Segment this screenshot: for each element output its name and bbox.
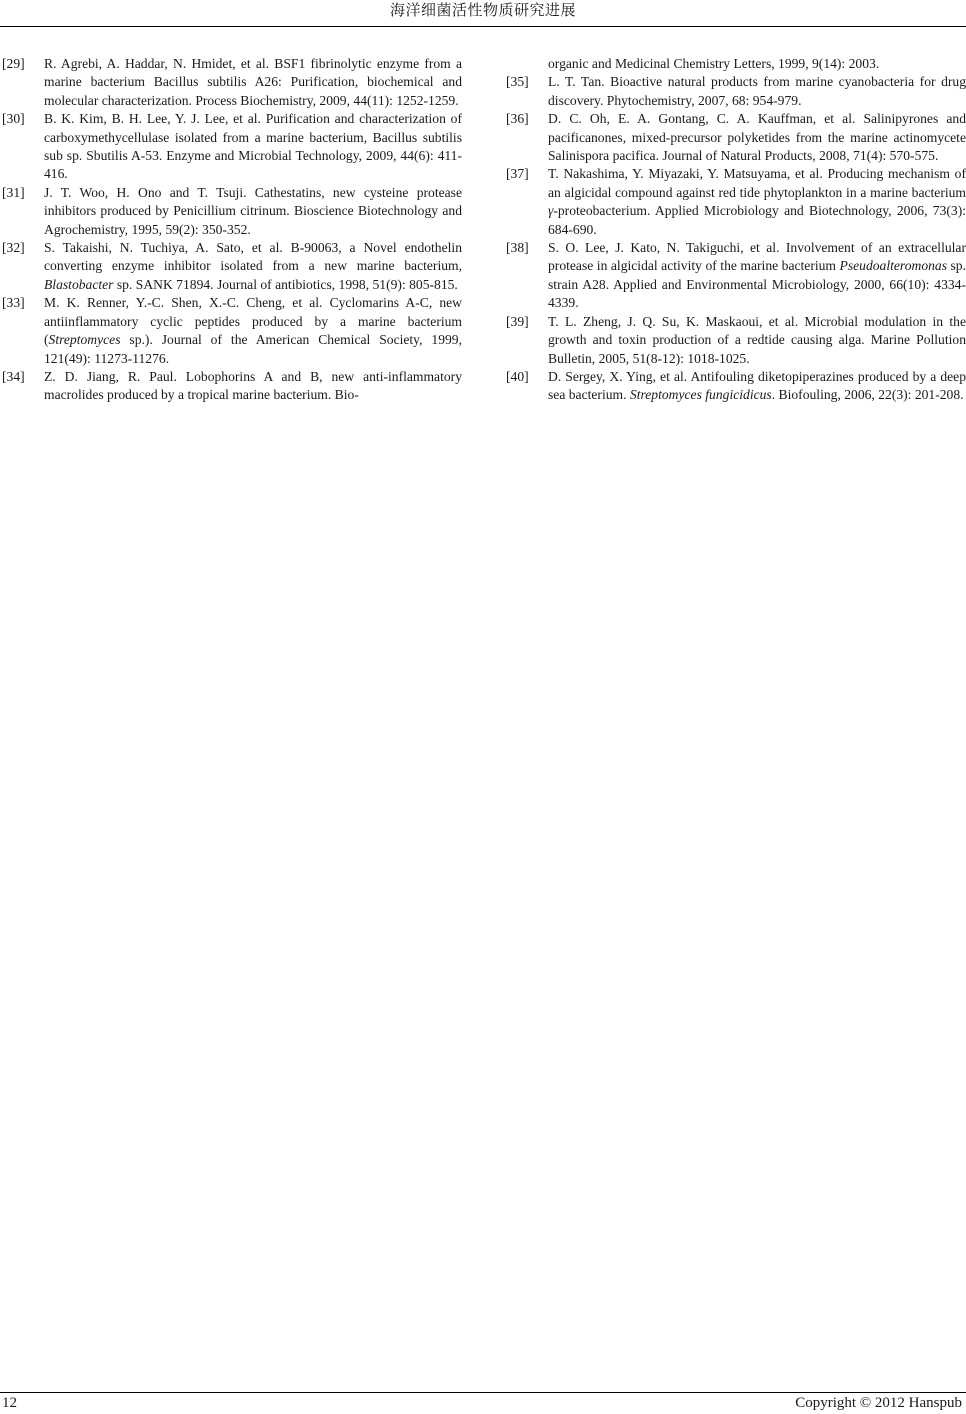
reference-italic: Pseudoalteromonas xyxy=(839,258,947,274)
reference-text xyxy=(44,239,462,294)
reference-number: [36] xyxy=(506,111,529,127)
page-number: 12 xyxy=(2,1395,17,1411)
reference-39 xyxy=(506,313,966,368)
reference-text-part: S. O. Lee, J. Kato, N. Takiguchi, et al. Involvement of an extracellular protease in algicidal activity of the marine bacterium xyxy=(548,240,966,274)
reference-number: [40] xyxy=(506,368,529,384)
reference-text: J. T. Woo, H. Ono and T. Tsuji. Cathestatins, new cysteine protease inhibitors produced by Penicillium citrinum. Bioscience Biotechnology and Agrochemistry, 1995, 59(2): 350-352. xyxy=(44,184,462,237)
reference-text: B. K. Kim, B. H. Lee, Y. J. Lee, et al. Purification and characterization of carboxymethycellulase isolated from a marine bacterium, Bacillus subtilis sub sp. Sbutilis A-53. Enzyme and Microbial Technology, 2009, 44(6): 411-416. xyxy=(44,111,462,182)
reference-number: [33] xyxy=(2,295,25,311)
reference-text-part: sp.). Journal of the American Chemical Society, 1999, 121(49): 11273-11276. xyxy=(44,332,462,366)
reference-italic: Streptomyces fungicidicus xyxy=(629,387,772,403)
reference-number: [34] xyxy=(2,368,25,384)
reference-31 xyxy=(2,184,462,239)
reference-36 xyxy=(506,110,966,165)
reference-text: Z. D. Jiang, R. Paul. Lobophorins A and B, new anti-inflammatory macrolides produced by a tropical marine bacterium. Bio- xyxy=(44,368,462,403)
reference-text xyxy=(548,368,966,405)
reference-text-part: . Biofouling, 2006, 22(3): 201-208. xyxy=(771,387,964,403)
reference-number: [38] xyxy=(506,240,529,256)
reference-34 xyxy=(2,368,462,405)
reference-text: D. C. Oh, E. A. Gontang, C. A. Kauffman, et al. Salinipyrones and pacificanones, mixed-precursor polyketides from the marine actinomycete Salinispora pacifica. Journal of Natural Products, 2008, 71(4): 570-575. xyxy=(548,111,966,164)
reference-40 xyxy=(506,368,966,405)
right-column xyxy=(506,55,966,405)
reference-number: [39] xyxy=(506,313,529,329)
footer-rule xyxy=(0,1392,966,1393)
reference-text: R. Agrebi, A. Haddar, N. Hmidet, et al. BSF1 fibrinolytic enzyme from a marine bacterium Bacillus subtilis A26: Purification, biochemical and molecular characterization. Process Biochemistry, 2009, 44(11): 1252-1259. xyxy=(44,56,462,108)
reference-number: [37] xyxy=(506,166,529,182)
copyright-notice: Copyright © 2012 Hanspub xyxy=(795,1395,962,1411)
reference-33 xyxy=(2,294,462,368)
reference-text xyxy=(548,165,966,239)
reference-text xyxy=(44,294,462,368)
reference-text-part: sp. SANK 71894. Journal of antibiotics, 1998, 51(9): 805-815. xyxy=(113,276,458,292)
reference-text: T. L. Zheng, J. Q. Su, K. Maskaoui, et al. Microbial modulation in the growth and toxin production of a redtide causing alga. Marine Pollution Bulletin, 2005, 51(8-12): 1018-1025. xyxy=(548,313,966,366)
reference-32 xyxy=(2,239,462,294)
reference-text xyxy=(548,239,966,313)
reference-text-part: -proteobacterium. Applied Microbiology and Biotechnology, 2006, 73(3): 684-690. xyxy=(548,203,966,237)
reference-italic: γ xyxy=(548,203,554,219)
reference-text-part: T. Nakashima, Y. Miyazaki, Y. Matsuyama, et al. Producing mechanism of an algicidal compound against red tide phytoplankton in a marine bacterium xyxy=(548,166,966,200)
reference-text: L. T. Tan. Bioactive natural products from marine cyanobacteria for drug discovery. Phytochemistry, 2007, 68: 954-979. xyxy=(548,74,966,108)
reference-35 xyxy=(506,73,966,110)
reference-29 xyxy=(2,55,462,110)
reference-text-part: sp. strain A28. Applied and Environmental Microbiology, 2000, 66(10): 4334-4339. xyxy=(548,258,966,311)
reference-number: [29] xyxy=(2,56,25,71)
reference-number: [30] xyxy=(2,111,25,127)
reference-italic: Streptomyces xyxy=(48,332,121,348)
reference-text-part: D. Sergey, X. Ying, et al. Antifouling diketopiperazines produced by a deep sea bacterium. xyxy=(548,368,966,403)
reference-38 xyxy=(506,239,966,313)
reference-text-part: S. Takaishi, N. Tuchiya, A. Sato, et al. B-90063, a Novel endothelin converting enzyme inhibitor isolated from a new marine bacterium, xyxy=(44,240,462,274)
reference-number: [31] xyxy=(2,184,25,200)
left-column xyxy=(2,55,462,405)
reference-text-part: M. K. Renner, Y.-C. Shen, X.-C. Cheng, et al. Cyclomarins A-C, new antiinflammatory cyclic peptides produced by a marine bacterium ( xyxy=(44,295,462,348)
reference-34-continuation: organic and Medicinal Chemistry Letters, 1999, 9(14): 2003. xyxy=(548,56,880,71)
reference-italic: Blastobacter xyxy=(44,276,114,292)
reference-number: [35] xyxy=(506,74,529,90)
reference-number: [32] xyxy=(2,240,25,256)
reference-30 xyxy=(2,110,462,184)
reference-37 xyxy=(506,165,966,239)
header-rule xyxy=(0,26,966,27)
running-header: 海洋细菌活性物质研究进展 xyxy=(389,3,576,19)
